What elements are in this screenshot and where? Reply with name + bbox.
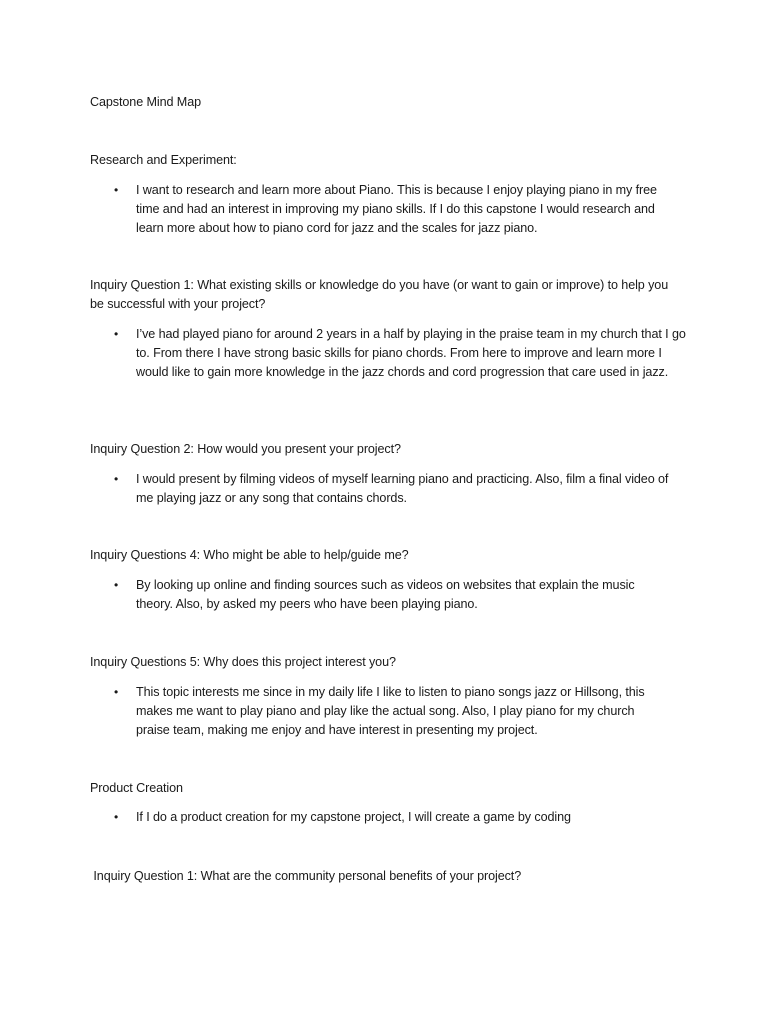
section-heading-product-creation: Product Creation [90, 781, 183, 795]
bullet-icon: • [114, 472, 119, 486]
bullet-icon: • [114, 578, 119, 592]
bullet-text-inquiry-4: By looking up online and finding sources such as videos on websites that explain the music theory. Also, by asked my peers who have been playing piano. [136, 578, 635, 611]
section-heading-inquiry-1: Inquiry Question 1: What existing skills or knowledge do you have (or want to gain or improve) to help you be successful with your project? [90, 278, 669, 311]
bullet-icon: • [114, 183, 119, 197]
section-heading-research: Research and Experiment: [90, 153, 237, 167]
bullet-icon: • [114, 810, 119, 824]
bullet-text-research: I want to research and learn more about Piano. This is because I enjoy playing piano in my free time and had an interest in improving my piano skills. If I do this capstone I would research and learn more about how to piano cord for jazz and the scales for jazz piano. [136, 183, 657, 235]
bullet-icon: • [114, 685, 119, 699]
bullet-text-inquiry-5: This topic interests me since in my daily life I like to listen to piano songs jazz or Hillsong, this makes me want to play piano and play like the actual song. Also, I play piano for my church praise team, making me enjoy and have interest in presenting my project. [136, 685, 645, 737]
bullet-text-product-creation: If I do a product creation for my capstone project, I will create a game by coding [136, 810, 571, 824]
section-heading-community-benefits: Inquiry Question 1: What are the community personal benefits of your project? [90, 869, 522, 883]
section-heading-inquiry-4: Inquiry Questions 4: Who might be able to help/guide me? [90, 548, 409, 562]
section-heading-inquiry-2: Inquiry Question 2: How would you present your project? [90, 442, 401, 456]
section-heading-inquiry-5: Inquiry Questions 5: Why does this project interest you? [90, 655, 396, 669]
bullet-text-inquiry-2: I would present by filming videos of myself learning piano and practicing. Also, film a final video of me playing jazz or any song that contains chords. [136, 472, 669, 505]
document-title: Capstone Mind Map [90, 95, 202, 109]
bullet-text-inquiry-1: I’ve had played piano for around 2 years in a half by playing in the praise team in my church that I go to. From there I have strong basic skills for piano chords. From here to improve and learn more I would like to gain more knowledge in the jazz chords and cord progression that care used in jazz. [136, 327, 686, 379]
bullet-icon: • [114, 327, 119, 341]
